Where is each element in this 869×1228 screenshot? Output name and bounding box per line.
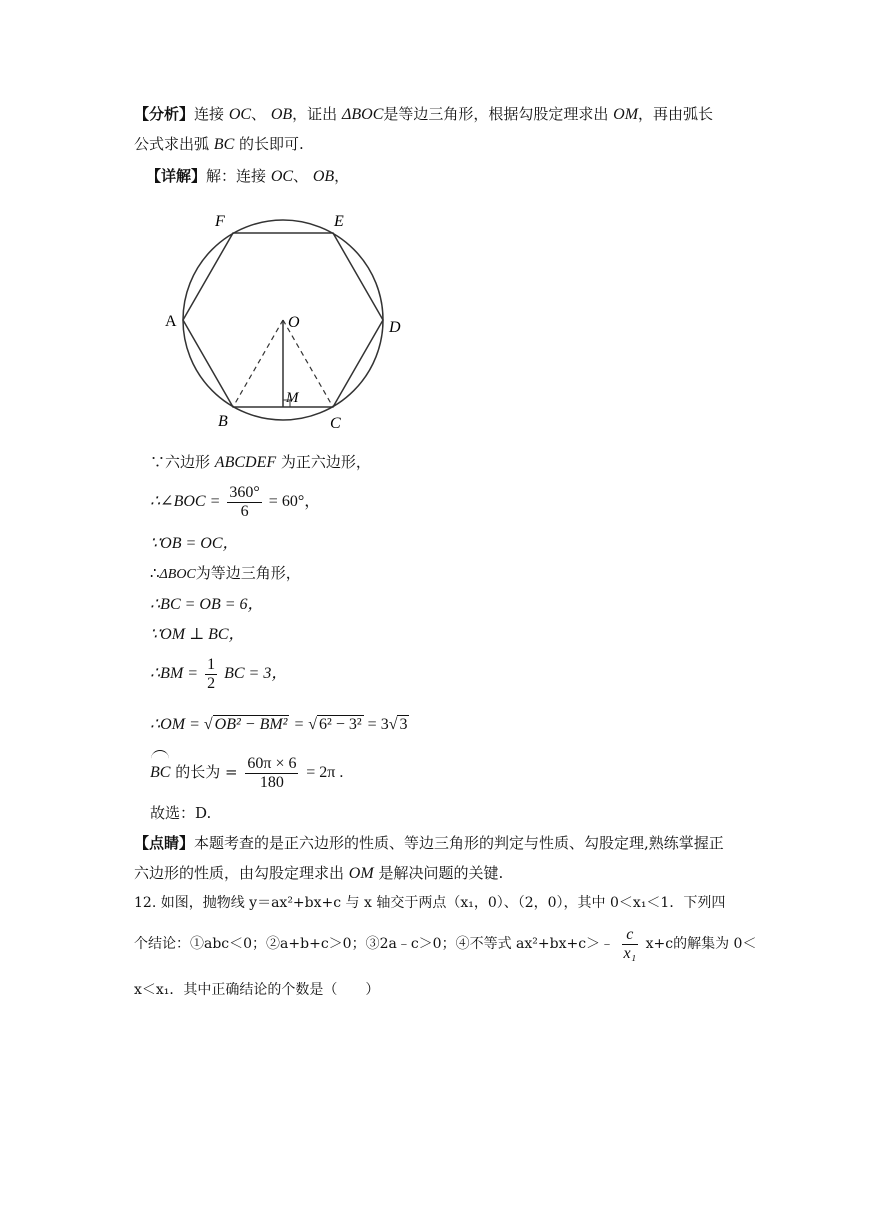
fraction-arc-length (245, 755, 298, 792)
answer-text: 故选：D. (150, 804, 212, 822)
analysis-text: 的长即可. (239, 135, 304, 153)
step-text: = (293, 716, 305, 733)
step-6 (150, 625, 245, 645)
step-text: ∵OM ⊥ BC， (150, 626, 245, 643)
step-text: ∵六边形 (150, 453, 211, 471)
math-ob: OB (270, 106, 293, 123)
step-text: ∴BC = OB = 6， (150, 596, 264, 613)
numerator: 60π × 6 (247, 754, 297, 772)
step-text: 的长为 = (175, 763, 238, 781)
comment-line-2 (134, 863, 503, 884)
step-9 (150, 750, 343, 792)
denominator: 6 (240, 502, 249, 520)
fraction-1-2 (205, 656, 217, 693)
step-text: = 60°， (268, 493, 321, 510)
math-oc: OC (228, 106, 252, 123)
question-12-line-2 (134, 924, 756, 964)
step-text: ∵OB = OC， (150, 535, 239, 552)
hexagon-figure (160, 200, 420, 440)
separator: 、 (293, 167, 309, 185)
radicand-6-3: 6² − 3² (319, 716, 362, 733)
label-b: B (218, 413, 228, 430)
analysis-line-1 (134, 104, 713, 125)
comment-line-1 (134, 833, 724, 853)
step-text: 为等边三角形， (195, 564, 301, 582)
denominator: x₁ (623, 944, 637, 962)
step-text: BC = 3， (224, 665, 288, 682)
analysis-text: ，再由弧长 (638, 105, 714, 123)
detail-tag: 【详解】 (146, 167, 207, 185)
numerator: 1 (207, 655, 216, 673)
math-bc: BC (213, 136, 235, 153)
label-a: A (165, 313, 177, 330)
denominator: 2 (207, 674, 216, 692)
fraction-c-x1 (622, 926, 639, 963)
segment-ob (233, 320, 283, 407)
math-triangle-boc: ΔBOC (159, 567, 196, 582)
label-f: F (215, 213, 225, 230)
arc-bc: BC (150, 750, 170, 792)
fraction-360-6 (227, 484, 261, 521)
analysis-text: 是等边三角形，根据勾股定理求出 (383, 105, 609, 123)
question-12-line-3 (134, 980, 379, 1000)
step-text: ∴∠BOC = (150, 493, 221, 510)
step-text: ∴OM = (150, 716, 200, 733)
denominator: 180 (259, 773, 284, 791)
radicand-ob-bm: OB² − BM² (214, 716, 288, 733)
question-text: x＜x₁．其中正确结论的个数是（ ） (134, 982, 380, 998)
math-ob: OB (312, 168, 335, 185)
detail-text: ， (334, 167, 350, 185)
step-10 (150, 803, 211, 823)
comment-tag: 【点睛】 (134, 834, 195, 852)
detail-line (146, 166, 349, 187)
step-8: ∴OM = √ OB² − BM² = √ 6² − 3² = 3√ 3 (150, 716, 408, 733)
step-5 (150, 595, 264, 615)
math-abcdef: ABCDEF (214, 454, 277, 471)
question-text: x+c的解集为 0＜ (645, 936, 757, 952)
analysis-tag: 【分析】 (134, 105, 195, 123)
analysis-line-2 (134, 134, 304, 155)
step-text: ∴ (150, 564, 160, 582)
separator: 、 (251, 105, 267, 123)
step-text: 为正六边形， (280, 453, 371, 471)
step-4 (150, 563, 301, 585)
step-7 (150, 655, 287, 693)
step-3 (150, 534, 239, 554)
analysis-text: 公式求出弧 (134, 135, 210, 153)
step-text: = 2π . (306, 764, 344, 781)
radicand-3: 3 (399, 716, 408, 733)
comment-text: 是解决问题的关键. (378, 864, 504, 882)
label-e: E (334, 213, 344, 230)
label-m: M (286, 390, 299, 406)
analysis-text: ，证出 (292, 105, 338, 123)
analysis-text: 连接 (194, 105, 225, 123)
math-om: OM (613, 106, 639, 123)
comment-text: 六边形的性质，由勾股定理求出 (134, 864, 345, 882)
step-text: = 3 (367, 716, 389, 733)
numerator: c (622, 926, 639, 945)
step-1 (150, 452, 371, 473)
question-text: 12. 如图，抛物线 y＝ax²+bx+c 与 x 轴交于两点（x₁，0）、（2，0），其中 0＜x₁＜1．下列四 (134, 895, 726, 911)
label-c: C (330, 415, 341, 432)
numerator: 360° (229, 483, 260, 501)
math-triangle-boc: ΔBOC (341, 106, 384, 123)
label-o: O (288, 314, 300, 331)
comment-text: 本题考查的是正六边形的性质、等边三角形的判定与性质、勾股定理,熟练掌握正 (194, 834, 724, 852)
label-d: D (389, 319, 401, 336)
question-12-line-1 (134, 893, 725, 913)
math-oc: OC (270, 168, 294, 185)
question-text: 个结论：①abc＜0；②a+b+c＞0；③2a﹣c＞0；④不等式 ax²+bx+c＞﹣ (134, 936, 615, 952)
step-text: ∴BM = (150, 665, 199, 682)
detail-text: 解：连接 (206, 167, 267, 185)
step-2 (150, 483, 320, 521)
math-om: OM (348, 865, 374, 882)
